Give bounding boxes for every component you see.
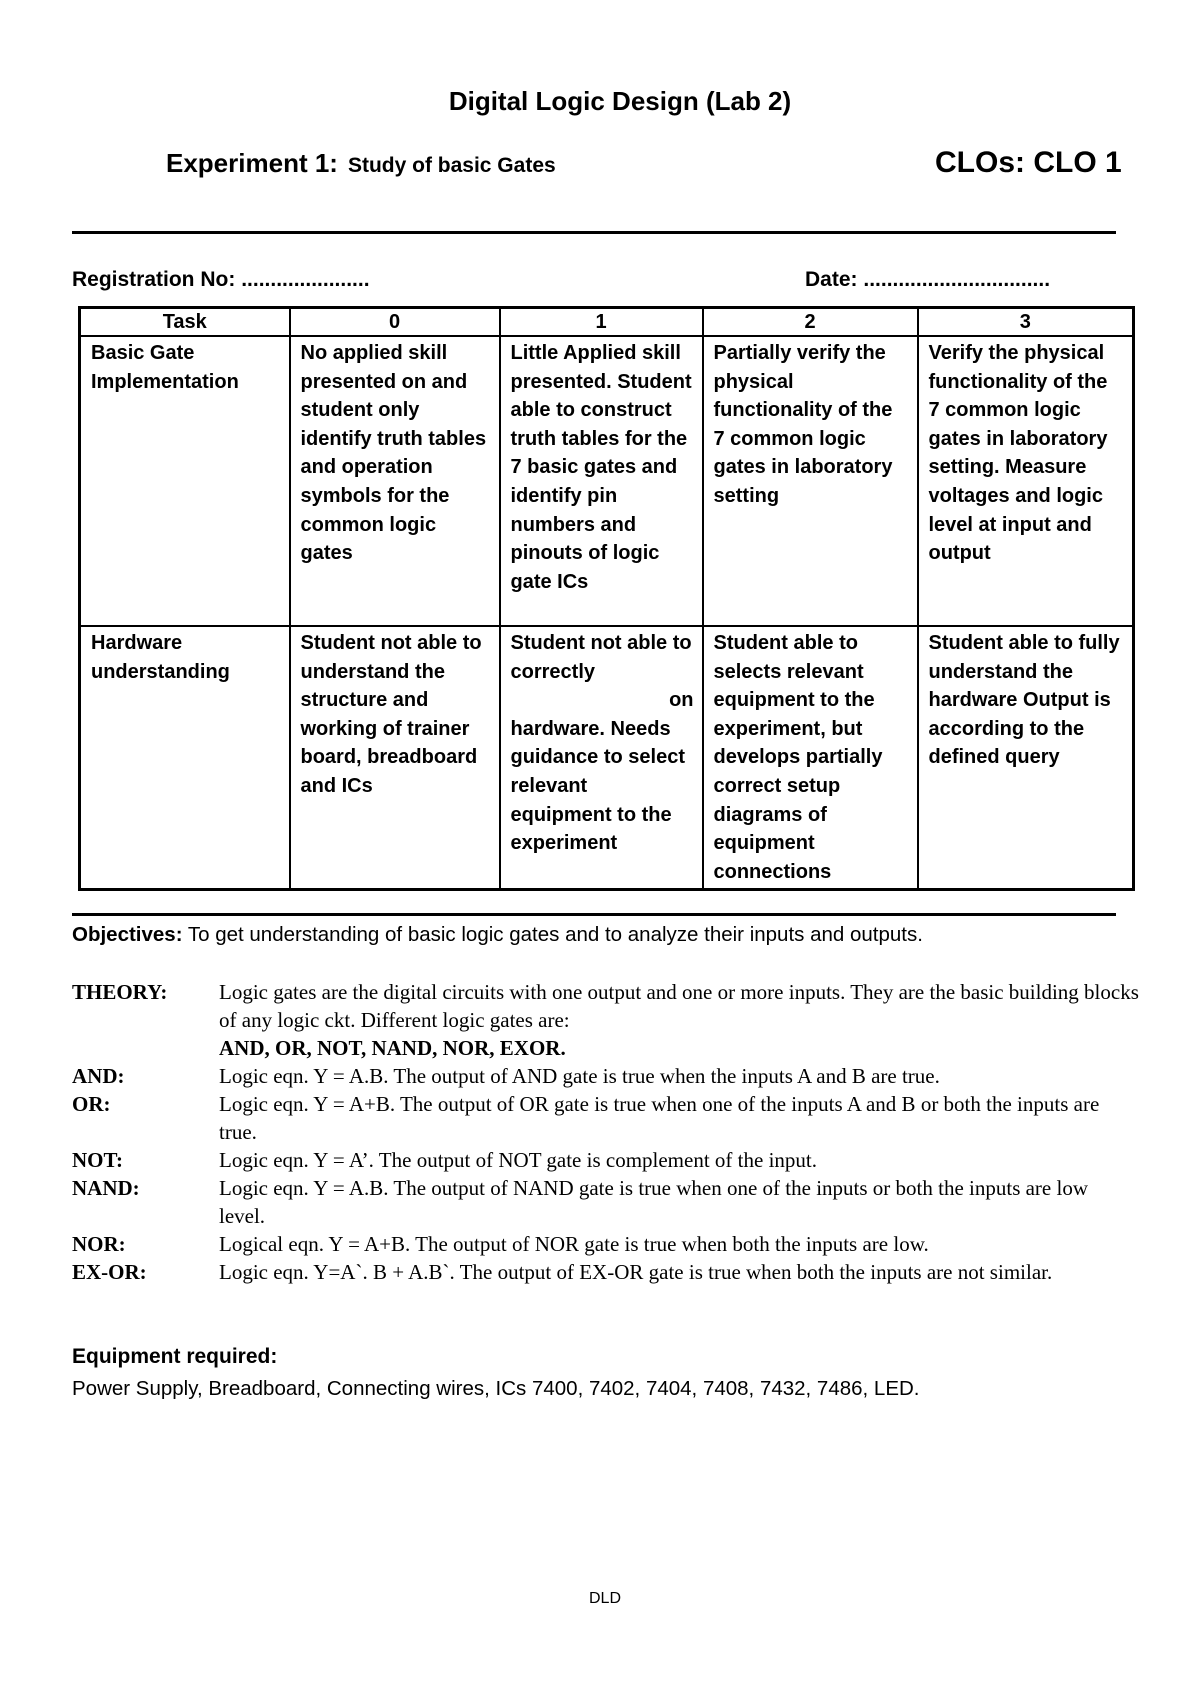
theory-row <box>72 978 1139 1062</box>
experiment-label: Experiment 1: <box>166 148 338 178</box>
objectives-text: To get understanding of basic logic gates and to analyze their inputs and outputs. <box>182 923 923 946</box>
registration-blank: ...................... <box>241 268 370 291</box>
score-cell: Student able to selects relevant equipment to the experiment, but develops partially correct setup diagrams of equipment connections <box>703 626 918 890</box>
bottom-divider <box>72 913 1116 916</box>
gate-description: Logic eqn. Y = A.B. The output of AND gate is true when the inputs A and B are true. <box>219 1064 940 1088</box>
gate-description: Logical eqn. Y = A+B. The output of NOR gate is true when both the inputs are low. <box>219 1232 929 1256</box>
gate-label: NOR: <box>72 1232 126 1256</box>
gate-row-not <box>72 1146 1139 1174</box>
gate-description: Logic eqn. Y = A’. The output of NOT gate is complement of the input. <box>219 1148 817 1172</box>
gate-row-nand <box>72 1174 1139 1230</box>
gate-description: Logic eqn. Y=A`. B + A.B`. The output of EX-OR gate is true when both the inputs are not similar. <box>219 1260 1053 1284</box>
score-cell <box>500 626 703 890</box>
task-cell: Hardware understanding <box>80 626 290 890</box>
experiment-heading <box>166 148 556 179</box>
experiment-name: Study of basic Gates <box>347 154 556 177</box>
header-score-3: 3 <box>918 308 1134 337</box>
gate-row-exor <box>72 1258 1139 1286</box>
score-cell: Student not able to understand the structure and working of trainer board, breadboard and ICs <box>290 626 500 890</box>
page-footer: DLD <box>588 1590 621 1607</box>
gate-row-nor <box>72 1230 1139 1258</box>
gates-list: AND, OR, NOT, NAND, NOR, EXOR. <box>219 1036 566 1060</box>
gate-label: AND: <box>72 1064 125 1088</box>
theory-section <box>72 978 1139 1286</box>
score-cell: Partially verify the physical functionality of the 7 common logic gates in laboratory setting <box>703 336 918 626</box>
date-label: Date: <box>805 268 858 291</box>
score-text: on <box>669 689 694 712</box>
rubric-header-row <box>80 308 1134 337</box>
clos-label: CLOs: CLO 1 <box>935 146 1122 179</box>
objectives <box>72 923 923 947</box>
header-score-0: 0 <box>290 308 500 337</box>
header-score-2: 2 <box>703 308 918 337</box>
header-score-1: 1 <box>500 308 703 337</box>
rubric-table <box>78 306 1135 891</box>
objectives-label: Objectives: <box>72 923 183 946</box>
equipment-heading: Equipment required: <box>72 1345 278 1368</box>
task-cell: Basic Gate Implementation <box>80 336 290 626</box>
gate-description: Logic eqn. Y = A+B. The output of OR gate is true when one of the inputs A and B or both the inputs are true. <box>219 1092 1100 1144</box>
score-cell: Verify the physical functionality of the 7 common logic gates in laboratory setting. Measure voltages and logic level at input and output <box>918 336 1134 626</box>
gate-label: NOT: <box>72 1148 123 1172</box>
score-cell: No applied skill presented on and student only identify truth tables and operation symbols for the common logic gates <box>290 336 500 626</box>
gate-description: Logic eqn. Y = A.B. The output of NAND gate is true when one of the inputs or both the inputs are low level. <box>219 1176 1088 1228</box>
score-text: hardware. Needs guidance to select relevant equipment to the experiment <box>510 717 685 855</box>
date-blank: ................................ <box>863 268 1051 291</box>
score-text: Student not able to correctly <box>510 632 692 683</box>
equipment-list: Power Supply, Breadboard, Connecting wires, ICs 7400, 7402, 7404, 7408, 7432, 7486, LED. <box>72 1377 920 1400</box>
document-title: Digital Logic Design (Lab 2) <box>448 86 792 116</box>
registration-label: Registration No: <box>72 268 236 291</box>
registration-field <box>72 268 370 292</box>
header-task: Task <box>80 308 290 337</box>
gate-row-or <box>72 1090 1139 1146</box>
table-row <box>80 336 1134 626</box>
score-cell: Little Applied skill presented. Student able to construct truth tables for the 7 basic gates and identify pin numbers and pinouts of logic gate ICs <box>500 336 703 626</box>
gate-label: EX-OR: <box>72 1260 147 1284</box>
gate-label: OR: <box>72 1092 111 1116</box>
date-field <box>805 268 1050 292</box>
score-cell: Student able to fully understand the hardware Output is according to the defined query <box>918 626 1134 890</box>
table-row <box>80 626 1134 890</box>
top-divider <box>72 231 1116 234</box>
gate-row-and <box>72 1062 1139 1090</box>
theory-text <box>219 978 1139 1062</box>
gate-label: NAND: <box>72 1176 140 1200</box>
theory-intro: Logic gates are the digital circuits with one output and one or more inputs. They are the basic building blocks of any logic ckt. Different logic gates are: <box>219 980 1139 1032</box>
theory-label: THEORY: <box>72 980 168 1004</box>
